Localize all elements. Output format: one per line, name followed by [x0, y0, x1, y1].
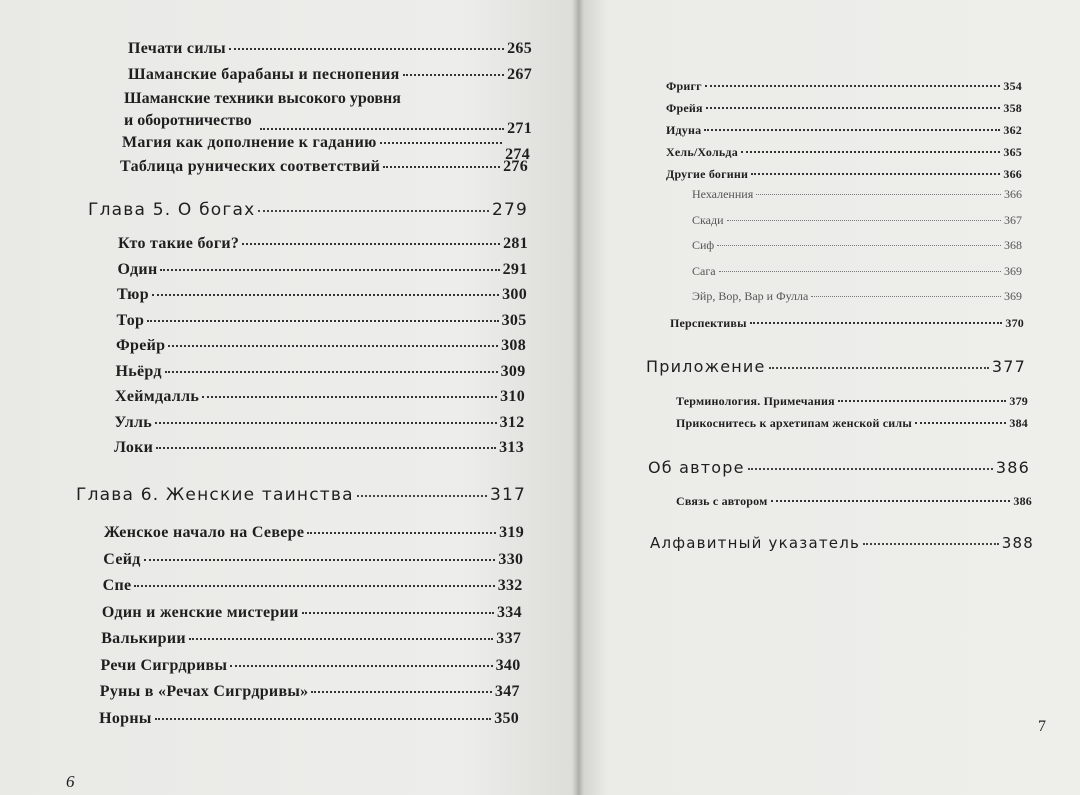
toc-entry-title: Спе	[102, 577, 132, 594]
toc-entry-title: Тюр	[117, 286, 149, 303]
toc-entry	[666, 101, 1022, 116]
toc-entry-title: Ньёрд	[115, 362, 162, 380]
toc-entry	[676, 416, 1028, 431]
toc-entry-page: 366	[1004, 187, 1022, 201]
right-page	[578, 0, 1080, 795]
toc-entry-title: Локи	[114, 439, 154, 456]
toc-entry-page: 330	[498, 550, 524, 568]
toc-entry-page: 370	[1005, 316, 1024, 330]
toc-entry-page: 379	[1009, 394, 1028, 408]
toc-entry-page: 337	[496, 630, 522, 647]
toc-entry-title: Речи Сигрдривы	[100, 656, 228, 674]
toc-entry	[120, 158, 528, 176]
leader-dots	[751, 173, 1000, 175]
leader-dots	[357, 495, 487, 497]
toc-entry	[104, 524, 524, 542]
page-number: 7	[1038, 718, 1046, 735]
leader-dots	[727, 220, 1001, 221]
toc-entry-title: Перспективы	[670, 316, 747, 330]
toc-entry-title: Печати силы	[128, 40, 226, 57]
leader-dots	[863, 543, 999, 545]
toc-entry-title: Хеймдалль	[115, 388, 200, 405]
toc-entry-page: 305	[501, 311, 527, 329]
leader-dots	[168, 345, 498, 347]
leader-dots	[144, 559, 496, 561]
leader-dots	[705, 85, 1001, 87]
chapter-heading	[648, 458, 1030, 477]
toc-entry-page: 366	[1003, 167, 1022, 181]
toc-entry	[670, 316, 1024, 331]
toc-entry-title: Шаманские техники высокого уровня	[124, 90, 401, 107]
toc-entry	[666, 123, 1022, 138]
toc-entry	[692, 289, 1022, 304]
toc-entry-title: Норны	[99, 709, 152, 727]
leader-dots	[704, 129, 1000, 131]
chapter-page: 377	[991, 357, 1026, 376]
leader-dots	[260, 128, 504, 130]
toc-entry-title: Другие богини	[666, 167, 749, 181]
toc-entry-title: Скади	[692, 212, 724, 227]
toc-entry-title: Хель/Хольда	[666, 145, 738, 159]
toc-entry-title: Сага	[692, 263, 716, 278]
toc-entry	[115, 388, 525, 406]
toc-entry-page: 386	[1013, 494, 1032, 508]
toc-entry-page: 310	[500, 388, 525, 405]
chapter-title: Алфавитный указатель	[650, 534, 861, 552]
toc-entry-page: 384	[1009, 416, 1028, 430]
leader-dots	[380, 142, 502, 144]
leader-dots	[838, 400, 1007, 402]
toc-entry	[117, 312, 527, 330]
toc-entry	[118, 261, 528, 279]
leader-dots	[189, 638, 493, 640]
toc-entry	[103, 577, 523, 595]
leader-dots	[311, 691, 491, 693]
leader-dots	[230, 665, 492, 667]
toc-entry-title: Связь с автором	[676, 494, 768, 508]
toc-entry-page: 362	[1003, 123, 1022, 137]
toc-entry-page: 368	[1004, 238, 1022, 252]
toc-entry-title: Фрейр	[116, 337, 166, 354]
toc-entry-title: Сиф	[692, 238, 715, 252]
chapter-heading	[650, 534, 1034, 552]
toc-entry	[692, 213, 1022, 228]
leader-dots	[155, 422, 497, 424]
chapter-title: Приложение	[646, 357, 766, 376]
toc-entry-title: Нехаленния	[692, 187, 754, 201]
toc-entry-page: 347	[494, 683, 520, 700]
toc-entry	[101, 630, 521, 648]
chapter-heading	[88, 200, 528, 220]
leader-dots	[717, 245, 1001, 246]
chapter-page: 386	[995, 458, 1030, 477]
toc-entry	[666, 145, 1022, 160]
toc-entry-page: 369	[1004, 289, 1022, 303]
leader-dots	[719, 271, 1001, 272]
toc-entry-title: и оборотничество	[124, 112, 252, 129]
toc-entry-page: 369	[1004, 263, 1022, 278]
toc-entry-page: 312	[499, 413, 525, 431]
toc-entry-page: 281	[503, 235, 528, 252]
toc-entry-title: Таблица рунических соответствий	[120, 158, 381, 175]
chapter-title: Глава 5. О богах	[88, 200, 256, 220]
toc-entry	[103, 551, 523, 569]
leader-dots	[307, 532, 496, 534]
chapter-title: Глава 6. Женские таинства	[76, 485, 354, 505]
toc-entry-page: 367	[1004, 212, 1022, 227]
leader-dots	[242, 243, 500, 245]
leader-dots	[748, 468, 993, 470]
toc-entry-title: Эйр, Вор, Вар и Фулла	[692, 289, 809, 303]
toc-entry-page: 319	[499, 524, 524, 541]
toc-entry	[692, 264, 1022, 279]
leader-dots	[756, 194, 1001, 195]
toc-entry-title: Валькирии	[101, 630, 186, 647]
toc-entry-page: 350	[494, 709, 520, 727]
leader-dots	[202, 396, 497, 398]
toc-entry-page: 276	[503, 158, 528, 175]
toc-entry-page: 291	[502, 260, 528, 278]
toc-entry-page: 332	[497, 577, 523, 594]
leader-dots	[915, 422, 1006, 424]
toc-entry-title: Шаманские барабаны и песнопения	[128, 66, 400, 83]
toc-entry	[99, 710, 519, 728]
page-number: 6	[66, 772, 75, 791]
toc-entry-title: Терминология. Примечания	[676, 394, 835, 408]
toc-entry-title: Фрейя	[666, 101, 703, 115]
leader-dots	[134, 585, 494, 587]
toc-entry-page: 308	[501, 337, 526, 354]
toc-entry-page: 365	[1003, 145, 1022, 159]
toc-entry-title: Один	[117, 260, 158, 278]
leader-dots	[811, 296, 1001, 297]
toc-entry	[118, 235, 528, 253]
toc-entry-title: Тор	[116, 311, 145, 329]
toc-entry-page: 334	[496, 603, 522, 621]
toc-entry-page: 313	[499, 439, 524, 456]
leader-dots	[302, 612, 494, 614]
toc-entry-title: Магия как дополнение к гаданию	[122, 134, 377, 151]
leader-dots	[147, 320, 498, 322]
leader-dots	[155, 718, 492, 720]
toc-entry	[692, 238, 1022, 253]
toc-entry	[666, 79, 1022, 94]
leader-dots	[750, 322, 1003, 324]
toc-entry	[102, 604, 522, 622]
book-gutter	[572, 0, 584, 795]
leader-dots	[706, 107, 1001, 109]
toc-entry	[117, 286, 527, 304]
toc-entry-page: 354	[1003, 79, 1022, 93]
toc-entry-page: 358	[1003, 101, 1022, 115]
toc-entry	[128, 40, 532, 58]
chapter-heading	[76, 485, 526, 505]
leader-dots	[383, 166, 500, 168]
toc-entry	[100, 683, 520, 701]
toc-entry-page: 267	[507, 66, 532, 83]
toc-entry-title: Фригг	[666, 79, 702, 93]
leader-dots	[165, 371, 498, 373]
leader-dots	[229, 48, 504, 50]
toc-entry	[666, 167, 1022, 182]
toc-entry-page: 271	[507, 120, 532, 137]
leader-dots	[403, 74, 504, 76]
toc-entry	[676, 494, 1032, 509]
toc-entry	[128, 66, 532, 84]
toc-entry	[116, 363, 526, 381]
toc-entry-page: 274	[505, 146, 530, 163]
leader-dots	[771, 500, 1011, 502]
toc-entry-title: Сейд	[103, 550, 141, 568]
chapter-page: 279	[491, 200, 528, 220]
chapter-heading	[646, 357, 1026, 376]
toc-entry-page: 300	[502, 286, 527, 303]
chapter-page: 317	[489, 485, 526, 505]
toc-entry-page: 340	[495, 656, 521, 674]
toc-entry-title: Улль	[114, 413, 153, 431]
toc-entry-title: Женское начало на Севере	[104, 524, 305, 541]
toc-entry-title: Кто такие боги?	[118, 235, 240, 252]
toc-entry	[115, 414, 525, 432]
leader-dots	[160, 269, 499, 271]
toc-entry	[116, 337, 526, 355]
leader-dots	[741, 151, 1000, 153]
toc-entry	[692, 187, 1022, 202]
toc-entry	[114, 439, 524, 457]
toc-entry-page: 265	[507, 40, 532, 57]
leader-dots	[769, 367, 989, 369]
toc-entry	[101, 657, 521, 675]
toc-entry-title: Идуна	[666, 123, 702, 137]
leader-dots	[258, 210, 489, 212]
toc-entry-title: Один и женские мистерии	[101, 603, 299, 621]
leader-dots	[156, 447, 496, 449]
leader-dots	[152, 294, 499, 296]
toc-entry-page: 309	[500, 362, 526, 380]
chapter-page: 388	[1001, 534, 1034, 552]
chapter-title: Об авторе	[648, 458, 745, 477]
toc-entry-title: Прикоснитесь к архетипам женской силы	[676, 416, 912, 430]
toc-entry	[676, 394, 1028, 409]
toc-entry-title: Руны в «Речах Сигрдривы»	[99, 683, 309, 700]
